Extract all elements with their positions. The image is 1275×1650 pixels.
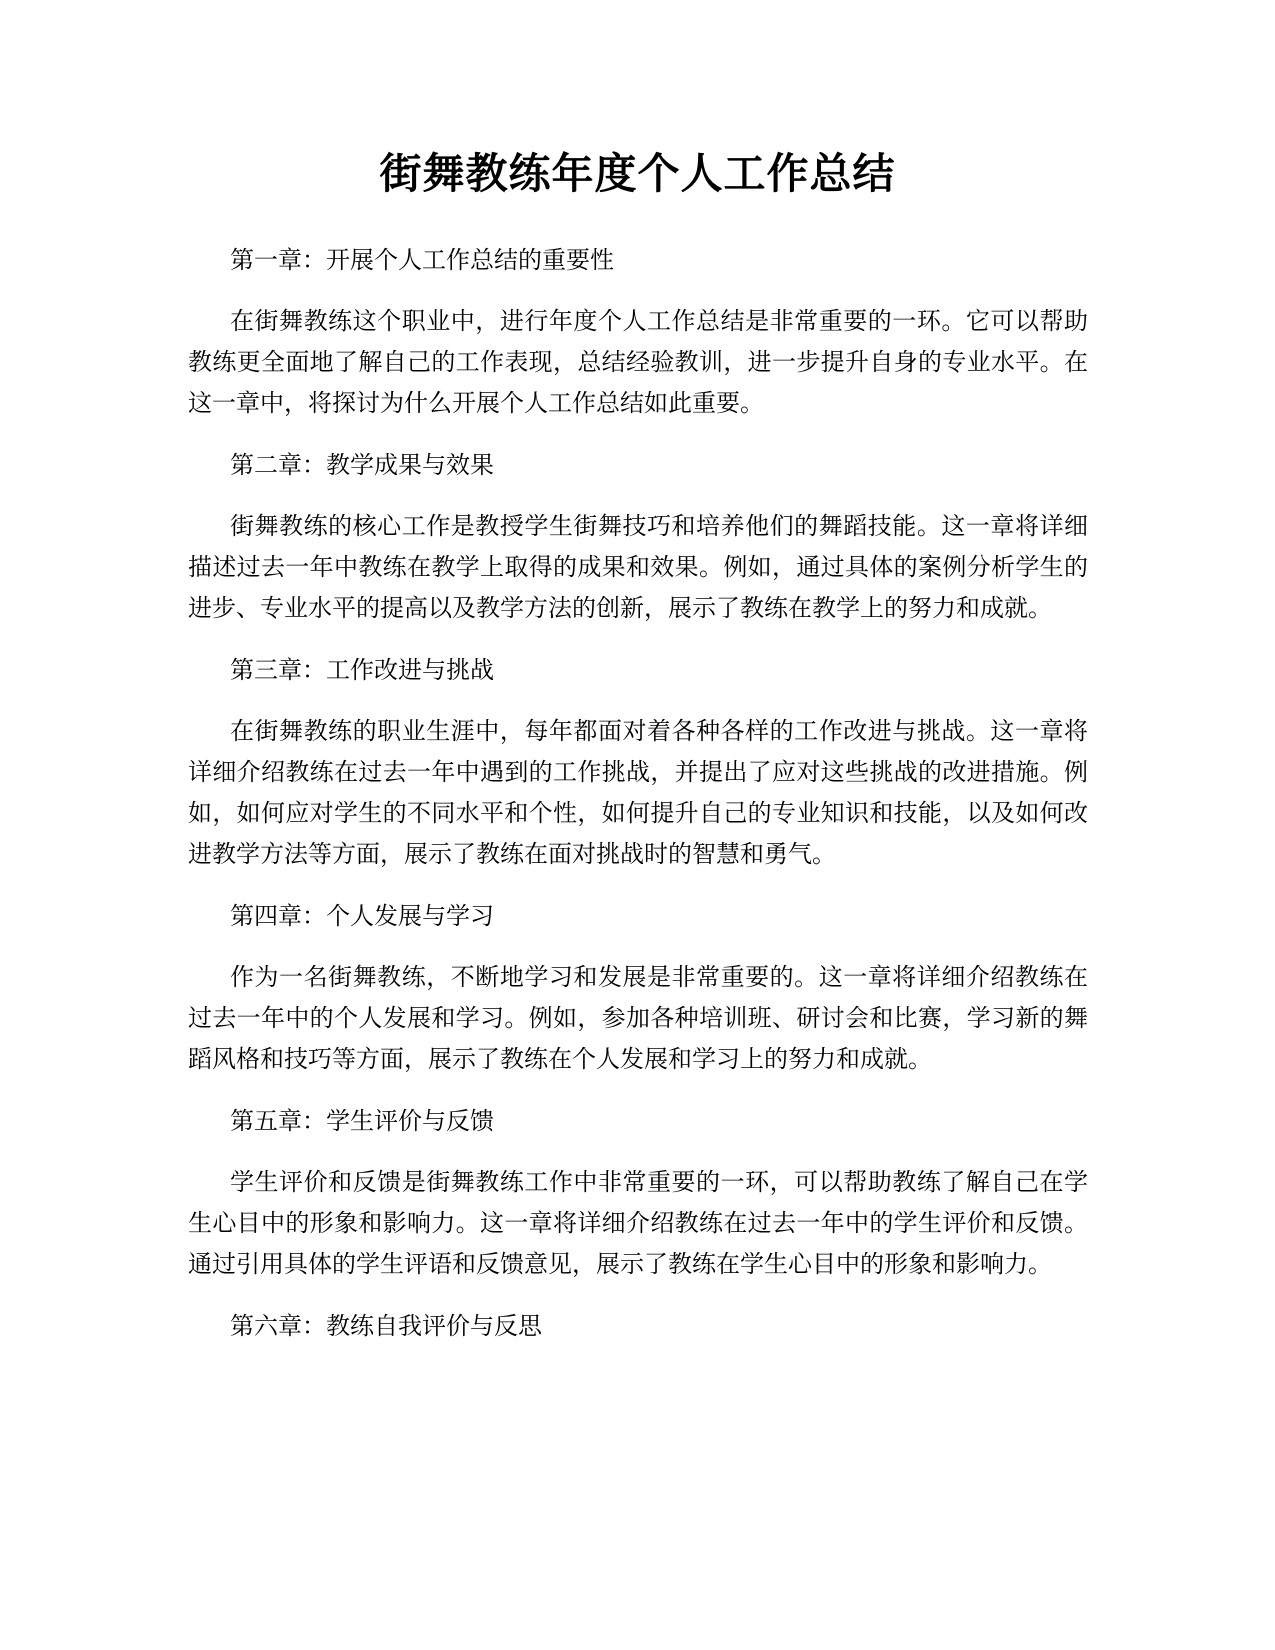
document-title: 街舞教练年度个人工作总结	[379, 149, 896, 198]
chapter-3-paragraph: 在街舞教练的职业生涯中，每年都面对着各种各样的工作改进与挑战。这一章将详细介绍教练在过去一年中遇到的工作挑战，并提出了应对这些挑战的改进措施。例如，如何应对学生的不同水平和个性，如何提升自己的专业知识和技能，以及如何改进教学方法等方面，展示了教练在面对挑战时的智慧和勇气。	[188, 717, 1088, 868]
chapter-1-paragraph: 在街舞教练这个职业中，进行年度个人工作总结是非常重要的一环。它可以帮助教练更全面地了解自己的工作表现，总结经验教训，进一步提升自身的专业水平。在这一章中，将探讨为什么开展个人工作总结如此重要。	[188, 307, 1088, 417]
chapter-6-heading: 第六章：教练自我评价与反思	[230, 1312, 542, 1340]
chapter-1-heading: 第一章：开展个人工作总结的重要性	[230, 246, 614, 274]
chapter-4-paragraph: 作为一名街舞教练，不断地学习和发展是非常重要的。这一章将详细介绍教练在过去一年中的个人发展和学习。例如，参加各种培训班、研讨会和比赛，学习新的舞蹈风格和技巧等方面，展示了教练在个人发展和学习上的努力和成就。	[188, 963, 1088, 1073]
chapter-3-heading: 第三章：工作改进与挑战	[230, 656, 494, 684]
chapter-5-paragraph: 学生评价和反馈是街舞教练工作中非常重要的一环，可以帮助教练了解自己在学生心目中的形象和影响力。这一章将详细介绍教练在过去一年中的学生评价和反馈。通过引用具体的学生评语和反馈意见，展示了教练在学生心目中的形象和影响力。	[188, 1168, 1088, 1278]
document-body	[188, 240, 1088, 1347]
chapter-2-paragraph: 街舞教练的核心工作是教授学生街舞技巧和培养他们的舞蹈技能。这一章将详细描述过去一年中教练在教学上取得的成果和效果。例如，通过具体的案例分析学生的进步、专业水平的提高以及教学方法的创新，展示了教练在教学上的努力和成就。	[188, 512, 1088, 622]
chapter-4-heading: 第四章：个人发展与学习	[230, 902, 494, 930]
chapter-5-heading: 第五章：学生评价与反馈	[230, 1107, 494, 1135]
chapter-2-heading: 第二章：教学成果与效果	[230, 451, 494, 479]
